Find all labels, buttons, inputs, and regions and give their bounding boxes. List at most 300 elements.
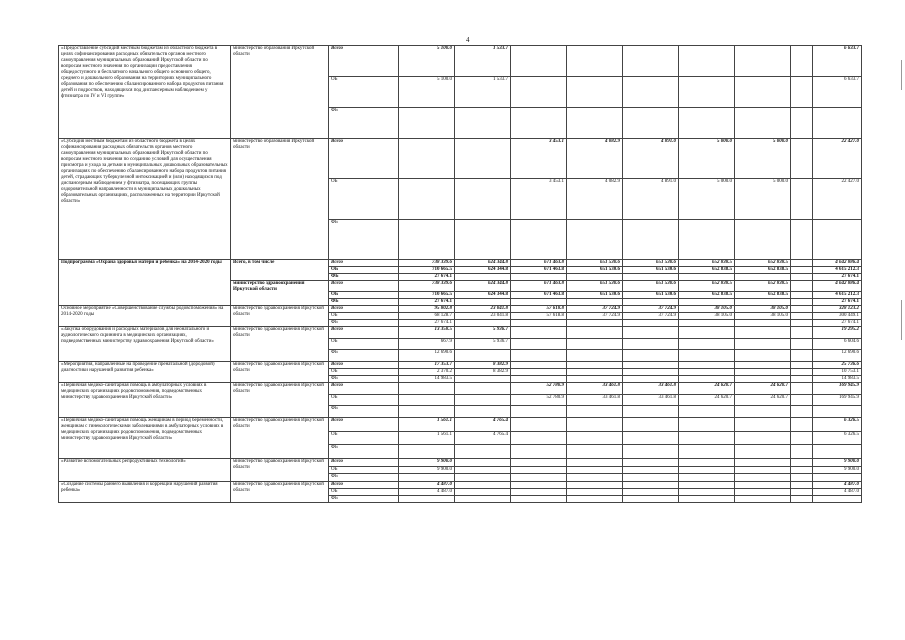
year-value [791, 320, 813, 327]
year-value [567, 489, 623, 496]
year-value [399, 406, 455, 418]
year-value [511, 299, 567, 306]
funding-source: Всего [329, 418, 399, 432]
total-value: 27 674.1 [813, 274, 862, 281]
funding-source: Всего [329, 459, 399, 467]
table-row [59, 383, 862, 395]
year-value [791, 77, 813, 108]
year-value [679, 274, 735, 281]
year-value [735, 362, 791, 369]
year-value [455, 274, 511, 281]
year-value: 624 344.8 [455, 267, 511, 274]
funding-source: ОБ [329, 179, 399, 219]
year-value [623, 274, 679, 281]
year-value: 2 370.2 [399, 369, 455, 376]
year-value [623, 46, 679, 77]
year-value [455, 219, 511, 259]
year-value [399, 219, 455, 259]
funding-source: Всего [329, 362, 399, 369]
year-value [567, 350, 623, 362]
year-value [511, 369, 567, 376]
year-value [735, 496, 791, 503]
year-value: 710 665.5 [399, 267, 455, 274]
year-value: 8 382.9 [455, 362, 511, 369]
year-value: 651 530.6 [623, 292, 679, 299]
year-value: 38 105.0 [735, 313, 791, 320]
executor-cell: министерство образования Иркутской области [231, 46, 329, 139]
year-value: 52 780.9 [511, 383, 567, 395]
year-value [791, 418, 813, 432]
year-value [623, 459, 679, 467]
year-value [455, 496, 511, 503]
total-value: 27 674.1 [813, 299, 862, 306]
year-value [679, 219, 735, 259]
year-value: 12 690.6 [399, 350, 455, 362]
year-value [791, 496, 813, 503]
year-value [623, 327, 679, 339]
year-value [679, 369, 735, 376]
year-value [567, 320, 623, 327]
executor-cell: Всего, в том числе [231, 260, 329, 281]
funding-source: ФБ [329, 320, 399, 327]
executor-cell: министерство здравоохранения Иркутской области [231, 418, 329, 459]
year-value [791, 489, 813, 496]
year-value [567, 108, 623, 139]
year-value [679, 482, 735, 489]
year-value [455, 299, 511, 306]
year-value [791, 431, 813, 445]
year-value: 1 533.7 [455, 77, 511, 108]
year-value [735, 418, 791, 432]
year-value [455, 179, 511, 219]
executor-cell: министерство здравоохранения Иркутской области [231, 327, 329, 362]
total-value [813, 406, 862, 418]
measure-name: «Первичная медико-санитарная помощь в амбулаторных условиях в медицинских организациях родовспоможения, подведомственных министерству здравоохранения Иркутской области» [59, 383, 231, 418]
year-value [735, 445, 791, 459]
year-value [791, 281, 813, 292]
year-value [735, 219, 791, 259]
total-value: 4 487.0 [813, 482, 862, 489]
year-value: 3 453.1 [511, 179, 567, 219]
year-value: 37 724.9 [567, 313, 623, 320]
total-value: 9 900.0 [813, 459, 862, 467]
year-value [735, 350, 791, 362]
year-value [735, 482, 791, 489]
year-value [623, 376, 679, 383]
year-value [791, 394, 813, 406]
year-value [679, 77, 735, 108]
total-value: 19 295.2 [813, 327, 862, 339]
scan-edge-mark [901, 60, 902, 90]
year-value: 23 041.8 [455, 313, 511, 320]
year-value [511, 327, 567, 339]
total-value: 4 487.0 [813, 489, 862, 496]
year-value [623, 431, 679, 445]
funding-source: Всего [329, 306, 399, 313]
year-value [623, 77, 679, 108]
year-value [735, 46, 791, 77]
funding-source: ОБ [329, 369, 399, 376]
funding-source: ФБ [329, 406, 399, 418]
budget-table [58, 45, 862, 503]
total-value: 22 427.0 [813, 139, 862, 179]
year-value: 671 463.8 [511, 260, 567, 267]
funding-source: ФБ [329, 496, 399, 503]
year-value [791, 362, 813, 369]
year-value [567, 376, 623, 383]
total-value [813, 496, 862, 503]
year-value [511, 459, 567, 467]
year-value [567, 338, 623, 350]
year-value [791, 46, 813, 77]
year-value: 4 082.9 [567, 179, 623, 219]
year-value [623, 496, 679, 503]
year-value: 671 463.8 [511, 281, 567, 292]
year-value: 33 461.8 [567, 383, 623, 395]
year-value: 1 561.1 [399, 418, 455, 432]
executor-cell: министерство здравоохранения Иркутской области [231, 383, 329, 418]
year-value [679, 299, 735, 306]
year-value: 652 838.5 [679, 260, 735, 267]
year-value: 95 802.8 [399, 306, 455, 313]
year-value: 4 765.4 [455, 418, 511, 432]
total-value: 6 604.6 [813, 338, 862, 350]
year-value: 651 530.6 [567, 292, 623, 299]
year-value: 33 461.8 [623, 394, 679, 406]
year-value: 27 674.1 [399, 299, 455, 306]
year-value: 38 105.0 [679, 306, 735, 313]
year-value: 9 900.0 [399, 459, 455, 467]
year-value [511, 320, 567, 327]
year-value [623, 445, 679, 459]
executor-cell: министерство образования Иркутской области [231, 139, 329, 260]
year-value [791, 267, 813, 274]
total-value: 25 736.6 [813, 362, 862, 369]
year-value: 27 674.1 [399, 274, 455, 281]
year-value [735, 320, 791, 327]
year-value: 5 936.7 [455, 338, 511, 350]
year-value [791, 466, 813, 474]
year-value [679, 338, 735, 350]
year-value [567, 77, 623, 108]
year-value [679, 350, 735, 362]
year-value [679, 418, 735, 432]
year-value: 4 891.0 [623, 179, 679, 219]
year-value [679, 459, 735, 467]
total-value [813, 108, 862, 139]
year-value [735, 459, 791, 467]
year-value [511, 445, 567, 459]
year-value [791, 179, 813, 219]
year-value [399, 383, 455, 395]
total-value [813, 474, 862, 482]
year-value [791, 445, 813, 459]
year-value [567, 418, 623, 432]
funding-source: ОБ [329, 338, 399, 350]
year-value: 4 487.0 [399, 482, 455, 489]
year-value [567, 299, 623, 306]
table-row [59, 327, 862, 339]
year-value: 738 339.6 [399, 281, 455, 292]
year-value [791, 219, 813, 259]
year-value: 652 838.5 [735, 260, 791, 267]
year-value: 652 838.5 [679, 281, 735, 292]
year-value: 651 530.6 [623, 267, 679, 274]
year-value [511, 418, 567, 432]
funding-source: ФБ [329, 219, 399, 259]
year-value: 37 724.9 [623, 306, 679, 313]
table-row [59, 459, 862, 467]
year-value [679, 362, 735, 369]
year-value: 5 100.0 [399, 46, 455, 77]
year-value: 4 765.4 [455, 431, 511, 445]
year-value [679, 327, 735, 339]
year-value [735, 274, 791, 281]
year-value [623, 320, 679, 327]
year-value: 4 487.0 [399, 489, 455, 496]
table-row [59, 418, 862, 432]
executor-cell: министерство здравоохранения Иркутской области [231, 306, 329, 327]
total-value: 9 900.0 [813, 466, 862, 474]
year-value [679, 496, 735, 503]
table-row [59, 306, 862, 313]
year-value: 13 358.5 [399, 327, 455, 339]
measure-name: «Развитие вспомогательных репродуктивных технологий» [59, 459, 231, 482]
year-value [567, 327, 623, 339]
year-value [399, 139, 455, 179]
year-value: 24 620.7 [735, 394, 791, 406]
year-value [623, 482, 679, 489]
year-value [679, 431, 735, 445]
year-value [511, 496, 567, 503]
year-value [455, 394, 511, 406]
total-value: 169 945.9 [813, 383, 862, 395]
year-value [567, 274, 623, 281]
year-value [791, 482, 813, 489]
year-value [567, 362, 623, 369]
year-value: 38 105.0 [735, 306, 791, 313]
year-value [567, 496, 623, 503]
funding-source: Всего [329, 139, 399, 179]
year-value [735, 474, 791, 482]
funding-source: ОБ [329, 292, 399, 299]
total-value: 169 945.9 [813, 394, 862, 406]
year-value: 652 838.5 [735, 292, 791, 299]
measure-name: «Закупка оборудования и расходных материалов для неонатального и аудиологического скрининга в медицинских организациях, подведомственных министерству здравоохранения Иркутской области» [59, 327, 231, 362]
year-value [735, 489, 791, 496]
table-row [59, 362, 862, 369]
year-value: 651 530.6 [567, 281, 623, 292]
year-value [511, 108, 567, 139]
year-value: 27 674.1 [399, 320, 455, 327]
year-value: 24 620.7 [679, 394, 735, 406]
year-value: 37 724.9 [623, 313, 679, 320]
total-value: 4 642 886.4 [813, 281, 862, 292]
year-value [791, 313, 813, 320]
year-value: 652 838.5 [679, 267, 735, 274]
year-value [679, 320, 735, 327]
funding-source: ОБ [329, 77, 399, 108]
year-value: 8 382.9 [455, 369, 511, 376]
year-value [511, 77, 567, 108]
year-value [735, 376, 791, 383]
year-value: 33 461.8 [567, 394, 623, 406]
year-value: 33 461.8 [623, 383, 679, 395]
year-value [455, 482, 511, 489]
funding-source: Всего [329, 46, 399, 77]
year-value [679, 466, 735, 474]
year-value [455, 108, 511, 139]
year-value [511, 338, 567, 350]
year-value [791, 306, 813, 313]
year-value [455, 445, 511, 459]
year-value: 37 724.9 [567, 306, 623, 313]
year-value [511, 362, 567, 369]
year-value: 5 100.0 [399, 77, 455, 108]
total-value: 6 633.7 [813, 77, 862, 108]
year-value: 671 463.8 [511, 292, 567, 299]
year-value [511, 466, 567, 474]
measure-name: «Мероприятия, направленные на проведение пренатальной (дородовой) диагностики нарушений развития ребенка» [59, 362, 231, 383]
total-value: 14 983.5 [813, 376, 862, 383]
year-value [567, 466, 623, 474]
year-value [735, 299, 791, 306]
year-value: 14 983.5 [399, 376, 455, 383]
funding-source: ОБ [329, 431, 399, 445]
year-value [567, 445, 623, 459]
year-value: 738 339.6 [399, 260, 455, 267]
year-value [511, 431, 567, 445]
measure-name: «Создание системы раннего выявления и коррекции нарушений развития ребенка» [59, 482, 231, 503]
total-value: 6 633.7 [813, 46, 862, 77]
total-value: 4 642 886.4 [813, 260, 862, 267]
year-value [511, 474, 567, 482]
year-value: 671 463.8 [511, 267, 567, 274]
executor-cell: министерство здравоохранения Иркутской области [231, 281, 329, 306]
funding-source: ОБ [329, 313, 399, 320]
year-value: 652 838.5 [735, 281, 791, 292]
year-value [399, 474, 455, 482]
year-value [511, 376, 567, 383]
year-value [567, 459, 623, 467]
year-value [735, 338, 791, 350]
year-value [623, 108, 679, 139]
year-value [735, 406, 791, 418]
year-value [567, 482, 623, 489]
year-value [679, 376, 735, 383]
year-value [791, 406, 813, 418]
year-value [623, 474, 679, 482]
year-value [455, 459, 511, 467]
year-value [623, 350, 679, 362]
table-row [59, 482, 862, 489]
year-value: 68 128.7 [399, 313, 455, 320]
year-value [791, 338, 813, 350]
measure-name: «Первичная медико-санитарная помощь женщинам в период беременности, женщинам с гинекологическими заболеваниями в амбулаторных условиях в медицинских организациях родовспоможения, подведомственных министерству здравоохранения Иркутской области» [59, 418, 231, 459]
year-value: 624 344.8 [455, 260, 511, 267]
year-value [511, 274, 567, 281]
year-value [399, 179, 455, 219]
page-number: 4 [466, 36, 470, 44]
year-value [567, 369, 623, 376]
funding-source: ФБ [329, 108, 399, 139]
year-value [679, 474, 735, 482]
year-value: 57 618.8 [511, 313, 567, 320]
year-value [455, 406, 511, 418]
year-value [511, 489, 567, 496]
funding-source: ФБ [329, 376, 399, 383]
year-value [735, 108, 791, 139]
measure-name: Подпрограмма «Охрана здоровья матери и ребенка» на 2014-2020 годы [59, 260, 231, 306]
funding-source: ФБ [329, 274, 399, 281]
year-value [679, 46, 735, 77]
total-value: 6 326.5 [813, 431, 862, 445]
executor-cell: министерство здравоохранения Иркутской области [231, 459, 329, 482]
year-value: 652 838.5 [679, 292, 735, 299]
total-value: 4 615 212.3 [813, 292, 862, 299]
year-value: 52 780.9 [511, 394, 567, 406]
year-value: 1 561.1 [399, 431, 455, 445]
funding-source: ФБ [329, 445, 399, 459]
year-value [679, 108, 735, 139]
table-row [59, 46, 862, 77]
year-value [511, 219, 567, 259]
year-value [399, 394, 455, 406]
funding-source: ФБ [329, 350, 399, 362]
year-value: 5 000.0 [679, 139, 735, 179]
year-value: 3 453.1 [511, 139, 567, 179]
year-value [623, 362, 679, 369]
year-value [455, 350, 511, 362]
funding-source: ОБ [329, 394, 399, 406]
year-value [679, 406, 735, 418]
year-value [791, 350, 813, 362]
year-value [679, 445, 735, 459]
executor-cell: министерство здравоохранения Иркутской области [231, 482, 329, 503]
year-value [791, 299, 813, 306]
year-value: 5 936.7 [455, 327, 511, 339]
measure-name: Основное мероприятие «Совершенствование службы родовспоможения» на 2014-2020 годы [59, 306, 231, 327]
year-value [791, 292, 813, 299]
total-value: 12 690.6 [813, 350, 862, 362]
total-value: 27 674.1 [813, 320, 862, 327]
funding-source: ФБ [329, 299, 399, 306]
year-value [511, 46, 567, 77]
year-value [791, 274, 813, 281]
year-value [455, 139, 511, 179]
year-value [735, 77, 791, 108]
year-value: 38 105.0 [679, 313, 735, 320]
year-value [791, 139, 813, 179]
year-value [791, 327, 813, 339]
year-value: 651 530.6 [567, 260, 623, 267]
year-value [511, 482, 567, 489]
measure-name: «Предоставление субсидий местным бюджетам из областного бюджета в целях софинансирования расходных обязательств органов местного самоуправления муниципальных образований Иркутской области по вопросам местного значения по организации предоставления общедоступного и бесплатного начального общего основного общего, среднего и дошкольного образования на территориях муниципального образования по обеспечению сбалансированного набора продуктов питания детей и подростков, находящихся под диспансерным наблюдением у фтизиатра по IV и VI группе» [59, 46, 231, 139]
year-value: 5 000.0 [735, 179, 791, 219]
year-value: 710 665.5 [399, 292, 455, 299]
year-value: 624 344.8 [455, 281, 511, 292]
year-value: 57 618.8 [511, 306, 567, 313]
total-value: 328 123.2 [813, 306, 862, 313]
executor-cell: министерство здравоохранения Иркутской области [231, 362, 329, 383]
year-value [455, 376, 511, 383]
total-value [813, 219, 862, 259]
year-value [623, 338, 679, 350]
year-value [791, 369, 813, 376]
year-value [567, 406, 623, 418]
year-value [567, 46, 623, 77]
year-value: 651 530.6 [567, 267, 623, 274]
